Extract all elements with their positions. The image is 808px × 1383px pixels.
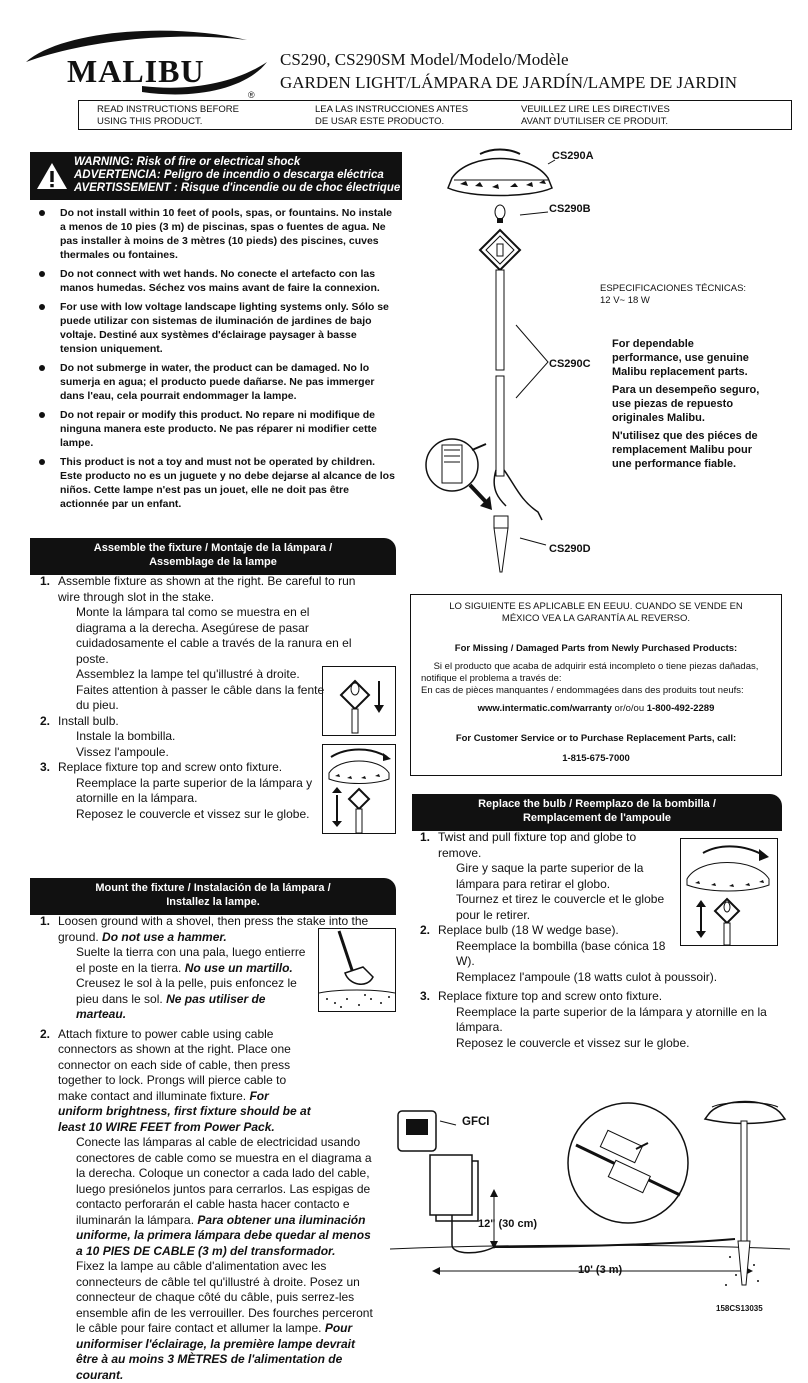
phone-customer-service: 1-815-675-7000 [411, 753, 781, 765]
warranty-link[interactable]: www.intermatic.com/warranty [478, 703, 612, 714]
warning-item: Do not repair or modify this product. No repare ni modifique de ninguna manera este producto. Ne pas réparer ni modifier cette lampe. [34, 408, 396, 450]
warranty-info-box: LO SIGUIENTE ES APLICABLE EN EEUU. CUANDO SE VENDE EN MÉXICO VEA LA GARANTÍA AL REVERSO. For Missing / Damaged Parts from Newly Purchased Products: Si el producto que acaba de adquirir está incompleto o tiene piezas dañadas, notifique el problema a través de: En cas de pièces manquantes / endommagées dans des produits tout neufs: www.intermatic.com/warranty or/o/ou 1-800-492-2289 For Customer Service or to Purchase Replacement Parts, call: 1-815-675-7000 [410, 594, 782, 776]
warning-text: WARNING: Risk of fire or electrical shock ADVERTENCIA: Peligro de incendio o descarga eléctrica AVERTISSEMENT : Risque d'incendie ou de choc électrique [74, 156, 400, 195]
phone-missing-parts: 1-800-492-2289 [647, 703, 715, 714]
installation-diagram [390, 1085, 790, 1310]
brand-text: MALIBU [67, 53, 205, 89]
height-dimension-label: 12" (30 cm) [478, 1218, 537, 1230]
part-label-a: CS290A [552, 150, 594, 162]
part-label-d: CS290D [549, 543, 591, 555]
model-line: CS290, CS290SM Model/Modelo/Modèle [280, 48, 737, 71]
replace-step-1: 1. Twist and pull fixture top and globe to remove. Gire y saque la parte superior de la lámpara para retirar el globo. Tournez et tirez le couvercle et le globe pour le retirer. [420, 830, 770, 923]
mount-section-header: Mount the fixture / Instalación de la lámpara / Installez la lampe. [30, 878, 396, 915]
read-notice-es: LEA LAS INSTRUCCIONES ANTES DE USAR ESTE PRODUCTO. [315, 104, 468, 128]
replace-step-3: 3. Replace fixture top and screw onto fixture. Reemplace la parte superior de la lámpara y atornille en la lámpara. Reposez le couvercle et vissez sur le globe. [420, 989, 770, 1051]
warning-item: For use with low voltage landscape lighting systems only. Sólo se puede utilizar con sistemas de iluminación de jardines de bajo voltaje. Destiné aux systèmes d'éclairage paysager à basse tension uniquement. [34, 300, 396, 356]
gfci-label: GFCI [462, 1116, 489, 1128]
replace-bulb-section-header: Replace the bulb / Reemplazo de la bombilla / Remplacement de l'ampoule [412, 794, 782, 831]
distance-dimension-label: 10' (3 m) [578, 1264, 622, 1276]
assemble-step-2: 2. Install bulb. Instale la bombilla. Vissez l'ampoule. [40, 714, 376, 761]
tech-specs: ESPECIFICACIONES TÉCNICAS: 12 V~ 18 W [600, 283, 746, 307]
performance-note: For dependable performance, use genuine Malibu replacement parts. Para un desempeño seguro, use piezas de repuesto originales Malibu. N'utilisez que des piéces de remplacement Malibu pour une performance fiable. [612, 337, 762, 471]
product-line: GARDEN LIGHT/LÁMPARA DE JARDÍN/LAMPE DE JARDIN [280, 71, 737, 94]
warning-item: Do not submerge in water, the product can be damaged. No lo sumerja en agua; el producto puede dañarse. Ne pas immerger dans l'eau, cela pourrait endommager la lampe. [34, 361, 396, 403]
mount-step-2: 2. Attach fixture to power cable using cable connectors as shown at the right. Place one connector on each side of cable, then press together to lock. Prongs will pierce cable to make contact and illuminate fixture. For uniform brightness, first fixture should be at least 10 WIRE FEET from Power Pack. Conecte las lámparas al cable de electricidad usando conectores de cable como se muestra en el diagrama a la derecha. Coloque un conector a cada lado del cable, luego presiónelos juntos para cerrarlos. Las espigas de contacto perforarán el cable hasta hacer contacto e iluminarán la lámpara. Para obtener una iluminación uniforme, la primera lámpara debe quedar al menos a 10 PIES DE CABLE (3 m) del transformador. Fixez la lampe au câble d'alimentation avec les connecteurs de câble tel qu'illustré à droite. Posez un connecteur de chaque côté du câble, puis serrez-les ensemble afin de les verrouiller. Des fourches perceront le câble pour faire contact et allumer la lampe. Pour uniformiser l'éclairage, la première lampe devrait être à au moins 3 MÈTRES de l'alimentation de courant. [40, 1027, 372, 1383]
part-label-b: CS290B [549, 203, 591, 215]
warning-triangle-icon [36, 161, 68, 191]
assemble-step-3: 3. Replace fixture top and screw onto fixture. Reemplace la parte superior de la lámpara y atornille en la lámpara. Reposez le couvercle et vissez sur le globe. [40, 760, 376, 822]
registered-mark: ® [248, 90, 255, 100]
shovel-illustration [318, 928, 396, 1012]
top-install-illustration [322, 744, 396, 834]
warning-list [34, 206, 396, 516]
assemble-step-1: 1. Assemble fixture as shown at the right. Be careful to run wire through slot in the stake. Monte la lámpara tal como se muestra en el diagrama a la derecha. Asegúrese de pasar cuidadosamente el cable a través de la ranura en el poste. Assemblez la lampe tel qu'illustré à droite. Faites attention à passer le câble dans la fente du pieu. [40, 574, 376, 714]
mount-step-1: 1. Loosen ground with a shovel, then press the stake into the ground. Do not use a hammer. Suelte la tierra con una pala, luego entierre el poste en la tierra. No use un martillo. Creusez le sol à la pelle, puis enfoncez le pieu dans le sol. Ne pas utiliser de marteau. [40, 914, 372, 1023]
assemble-section-header: Assemble the fixture / Montaje de la lámpara / Assemblage de la lampe [30, 538, 396, 575]
read-notice-fr: VEUILLEZ LIRE LES DIRECTIVES AVANT D'UTILISER CE PRODUIT. [521, 104, 670, 128]
document-code: 158CS13035 [716, 1304, 763, 1313]
warning-item: Do not connect with wet hands. No conecte el artefacto con las manos humedas. Séchez vos mains avant de faire la connexion. [34, 267, 396, 295]
warning-item: Do not install within 10 feet of pools, spas, or fountains. No instale a menos de 10 pies (3 m) de piscinas, spas o fuentes de agua. Ne pas installer à moins de 3 mètres (10 pieds) des piscines, cuves thermales ou fontaines. [34, 206, 396, 262]
malibu-logo [22, 22, 272, 100]
model-title [280, 48, 737, 94]
read-instructions-box [78, 100, 792, 130]
warning-banner [30, 152, 402, 200]
read-notice-en: READ INSTRUCTIONS BEFORE USING THIS PRODUCT. [97, 104, 239, 128]
replace-bulb-illustration [680, 838, 778, 946]
replace-step-2: 2. Replace bulb (18 W wedge base). Reemplace la bombilla (base cónica 18 W). Remplacez l'ampoule (18 watts culot à poussoir). [420, 923, 770, 985]
warning-item: This product is not a toy and must not be operated by children. Este producto no es un juguete y no debe dejarse al alcance de los niños. Cette lampe n'est pas un jouet, elle ne doit pas être actionnée par un enfant. [34, 455, 396, 511]
bulb-install-illustration [322, 666, 396, 736]
part-label-c: CS290C [549, 358, 591, 370]
